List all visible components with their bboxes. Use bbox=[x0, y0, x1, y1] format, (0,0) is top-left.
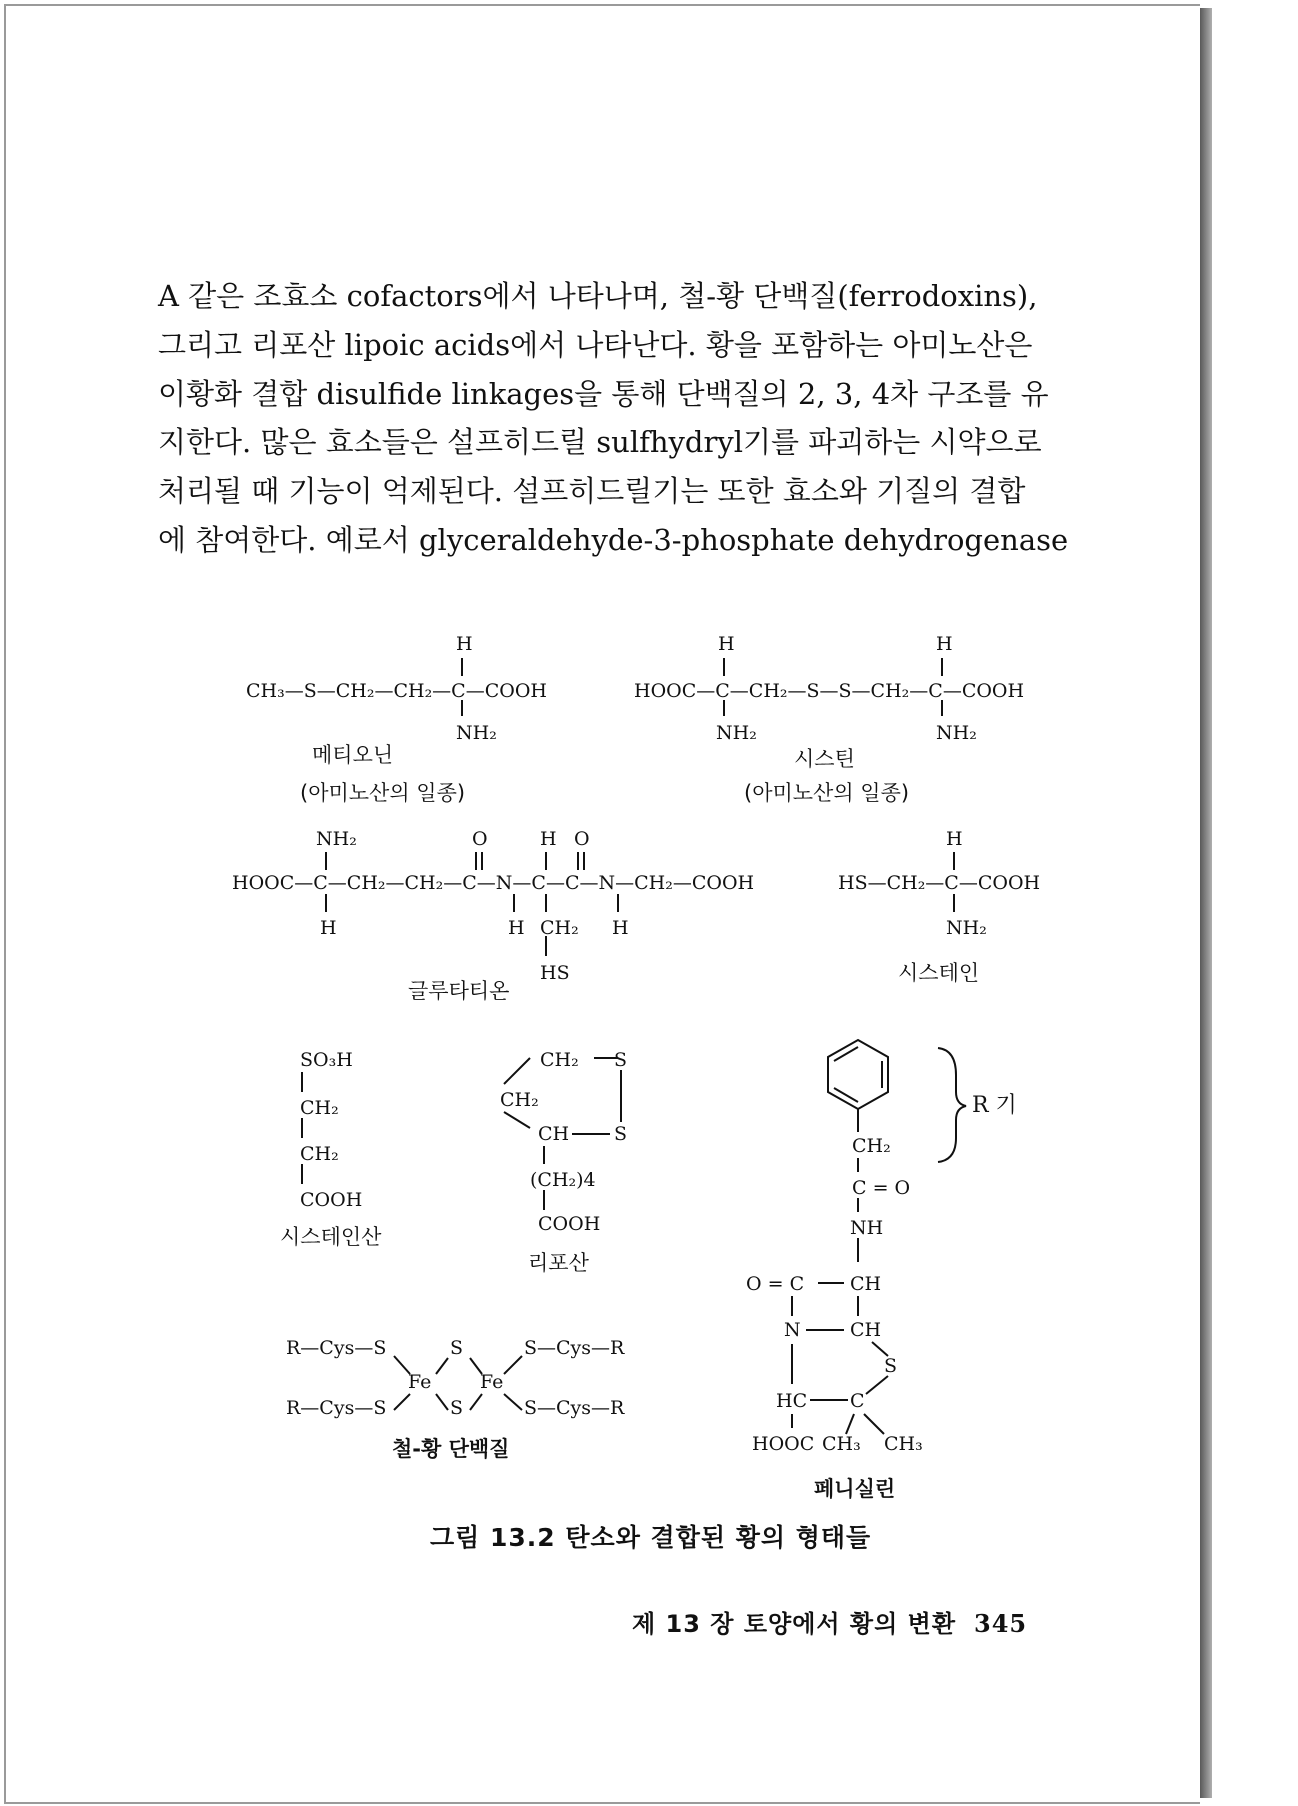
cysteine-nh2: NH₂ bbox=[946, 917, 987, 939]
penicillin-ch3b: CH₃ bbox=[884, 1433, 923, 1455]
iron-sulfur-r3: S—Cys—R bbox=[524, 1337, 625, 1359]
cysteic-acid-name: 시스테인산 bbox=[280, 1225, 382, 1249]
penicillin-n: N bbox=[784, 1319, 801, 1341]
figure-text bbox=[232, 633, 1040, 1501]
glutathione-h2: H bbox=[508, 917, 525, 939]
cysteine-name: 시스테인 bbox=[898, 961, 980, 985]
figure-caption: 그림 13.2 탄소와 결합된 황의 형태들 bbox=[430, 1523, 872, 1552]
penicillin-oc: O = C bbox=[746, 1273, 805, 1295]
iron-sulfur-s-top: S bbox=[450, 1337, 464, 1359]
iron-sulfur-r2: R—Cys—S bbox=[286, 1397, 387, 1419]
cystine-note: (아미노산의 일종) bbox=[744, 781, 910, 805]
penicillin-r-group: R 기 bbox=[972, 1093, 1017, 1118]
glutathione-o2: O bbox=[574, 828, 590, 850]
lipoic-acid-ch: CH bbox=[538, 1123, 570, 1145]
penicillin-hc: HC bbox=[776, 1390, 808, 1412]
body-line-1: A 같은 조효소 cofactors에서 나타나며, 철-황 단백질(ferrodoxins), bbox=[158, 279, 1038, 313]
glutathione-h3: H bbox=[612, 917, 629, 939]
glutathione-formula: HOOC—C—CH₂—CH₂—C—N—C—C—N—CH₂—COOH bbox=[232, 872, 755, 894]
lipoic-acid-name: 리포산 bbox=[528, 1251, 589, 1275]
penicillin-ch1: CH bbox=[850, 1273, 882, 1295]
body-line-5: 처리될 때 기능이 억제된다. 설프히드릴기는 또한 효소와 기질의 결합 bbox=[158, 474, 1026, 509]
cystine-name: 시스틴 bbox=[794, 747, 855, 771]
penicillin-nh: NH bbox=[850, 1217, 884, 1239]
cystine-nh2-1: NH₂ bbox=[716, 722, 757, 744]
page-footer bbox=[632, 1604, 1027, 1639]
lipoic-acid-s1: S bbox=[614, 1049, 628, 1071]
lipoic-acid-chain: (CH₂)4 bbox=[530, 1169, 596, 1191]
cysteine-h: H bbox=[946, 828, 963, 850]
iron-sulfur-name: 철-황 단백질 bbox=[392, 1437, 510, 1461]
iron-sulfur-r1: R—Cys—S bbox=[286, 1337, 387, 1359]
glutathione-name: 글루타티온 bbox=[408, 979, 510, 1003]
glutathione-h-top: H bbox=[540, 828, 557, 850]
penicillin-ch2b: CH bbox=[850, 1319, 882, 1341]
lipoic-acid-ch2-top: CH₂ bbox=[540, 1049, 579, 1071]
lipoic-acid-cooh: COOH bbox=[538, 1213, 601, 1235]
methionine-name: 메티오닌 bbox=[312, 743, 394, 767]
penicillin-c: C bbox=[850, 1390, 865, 1412]
cystine-nh2-2: NH₂ bbox=[936, 722, 977, 744]
cystine-h2: H bbox=[936, 633, 953, 655]
glutathione-ch2: CH₂ bbox=[540, 917, 579, 939]
penicillin-ch3a: CH₃ bbox=[822, 1433, 861, 1455]
cysteic-acid-ch2b: CH₂ bbox=[300, 1143, 339, 1165]
glutathione-o1: O bbox=[472, 828, 488, 850]
cystine-h1: H bbox=[718, 633, 735, 655]
glutathione-hs: HS bbox=[540, 962, 570, 984]
lipoic-acid-ch2-left: CH₂ bbox=[500, 1089, 539, 1111]
methionine-nh2: NH₂ bbox=[456, 722, 497, 744]
glutathione-nh2: NH₂ bbox=[316, 828, 357, 850]
penicillin-hooc: HOOC bbox=[752, 1433, 815, 1455]
penicillin-co: C = O bbox=[852, 1177, 911, 1199]
cystine-formula: HOOC—C—CH₂—S—S—CH₂—C—COOH bbox=[634, 680, 1025, 702]
iron-sulfur-r4: S—Cys—R bbox=[524, 1397, 625, 1419]
methionine-h: H bbox=[456, 633, 473, 655]
cysteine-formula: HS—CH₂—C—COOH bbox=[838, 872, 1041, 894]
penicillin-s: S bbox=[884, 1355, 898, 1377]
penicillin-ch2: CH₂ bbox=[852, 1135, 891, 1157]
page-number: 345 bbox=[974, 1609, 1028, 1638]
chapter-title: 제 13 장 토양에서 황의 변환 bbox=[632, 1610, 957, 1638]
lipoic-acid-s2: S bbox=[614, 1123, 628, 1145]
cysteic-acid-so3h: SO₃H bbox=[300, 1049, 353, 1071]
glutathione-h1: H bbox=[320, 917, 337, 939]
iron-sulfur-fe2: Fe bbox=[480, 1371, 504, 1393]
body-line-4: 지한다. 많은 효소들은 설프히드릴 sulfhydryl기를 파괴하는 시약으로 bbox=[158, 425, 1042, 460]
body-line-2: 그리고 리포산 lipoic acids에서 나타난다. 황을 포함하는 아미노산은 bbox=[158, 327, 1033, 362]
penicillin-name: 페니실린 bbox=[814, 1477, 896, 1501]
methionine-formula: CH₃—S—CH₂—CH₂—C—COOH bbox=[246, 680, 547, 702]
body-line-3: 이황화 결합 disulfide linkages을 통해 단백질의 2, 3, 4차 구조를 유 bbox=[158, 376, 1049, 411]
methionine-note: (아미노산의 일종) bbox=[300, 781, 466, 805]
iron-sulfur-s-bottom: S bbox=[450, 1397, 464, 1419]
body-line-6: 에 참여한다. 예로서 glyceraldehyde-3-phosphate dehydrogenase bbox=[158, 522, 1069, 557]
cysteic-acid-cooh: COOH bbox=[300, 1189, 363, 1211]
iron-sulfur-fe1: Fe bbox=[408, 1371, 432, 1393]
cysteic-acid-ch2a: CH₂ bbox=[300, 1097, 339, 1119]
